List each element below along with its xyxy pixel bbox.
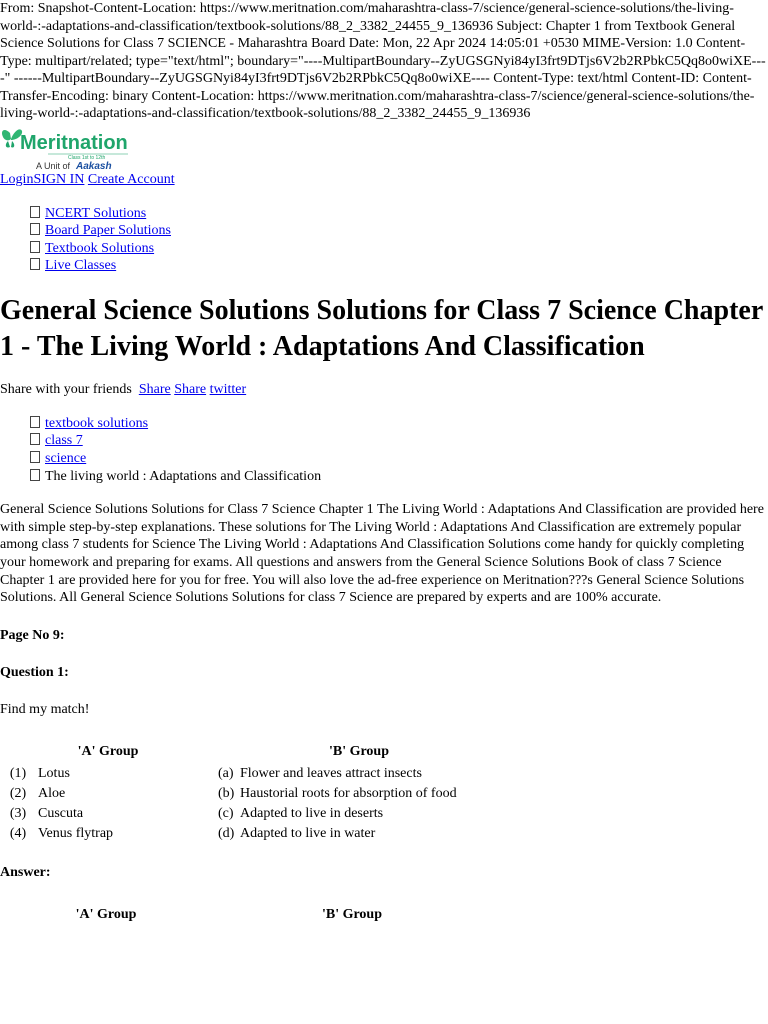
menu-bullet-icon — [30, 258, 40, 270]
menu-link[interactable]: NCERT Solutions — [45, 205, 147, 221]
breadcrumb-bullet-icon — [30, 433, 40, 445]
page-number: Page No 9: — [0, 627, 65, 643]
a-group-cell: Venus flytrap — [38, 825, 114, 841]
row-number: (2) — [9, 785, 27, 801]
row-number: (3) — [9, 805, 27, 821]
breadcrumb-link-class-7[interactable]: class 7 — [45, 433, 83, 449]
twitter-link[interactable]: twitter — [209, 381, 247, 397]
menu-bullet-icon — [30, 241, 40, 253]
b-group-cell: Adapted to live in deserts — [240, 805, 384, 821]
a-group-cell: Aloe — [38, 785, 66, 801]
table-row — [0, 764, 502, 784]
menu-item-board-paper — [30, 222, 768, 240]
menu-item-textbook — [30, 240, 768, 258]
share-label: Share with your friends — [0, 381, 132, 397]
menu-item-ncert — [30, 205, 768, 223]
answer-header-b-group: 'B' Group — [321, 906, 383, 922]
answer-table — [0, 907, 492, 927]
auth-links — [0, 171, 768, 189]
share-button-2[interactable]: Share — [174, 381, 207, 397]
breadcrumb-item — [30, 432, 768, 450]
page-title: General Science Solutions Solutions for Class 7 Science Chapter 1 - The Living World : Adaptations And Classification — [0, 294, 763, 362]
breadcrumb-link-science[interactable]: science — [45, 451, 87, 467]
logo-graphic — [0, 125, 140, 171]
create-account-link[interactable]: Create Account — [87, 171, 175, 187]
table-row — [0, 824, 502, 844]
b-group-cell: Adapted to live in water — [240, 825, 376, 841]
breadcrumb-item — [30, 415, 768, 433]
header-b-group: 'B' Group — [328, 743, 390, 759]
logo-unit-brand: Aakash — [76, 160, 112, 171]
row-letter: (d) — [218, 825, 235, 841]
answer-table-header — [0, 907, 492, 927]
breadcrumb-item — [30, 450, 768, 468]
breadcrumb — [0, 415, 768, 485]
table-row — [0, 784, 502, 804]
share-button-1[interactable]: Share — [138, 381, 171, 397]
share-row — [0, 381, 768, 399]
breadcrumb-link-textbook-solutions[interactable]: textbook solutions — [45, 415, 149, 431]
b-group-cell: Flower and leaves attract insects — [240, 765, 422, 781]
breadcrumb-item — [30, 468, 768, 486]
breadcrumb-current: The living world : Adaptations and Classification — [45, 468, 322, 484]
logo-tagline: Class 1st to 12th — [68, 154, 106, 161]
login-link[interactable]: Login — [0, 171, 34, 187]
header-a-group: 'A' Group — [77, 743, 139, 759]
menu-item-live-classes — [30, 257, 768, 275]
main-menu — [0, 205, 768, 275]
a-group-cell: Lotus — [38, 765, 70, 781]
menu-bullet-icon — [30, 206, 40, 218]
breadcrumb-bullet-icon — [30, 416, 40, 428]
answer-header-a-group: 'A' Group — [75, 906, 137, 922]
logo-unit-prefix: A Unit of — [36, 160, 71, 171]
breadcrumb-bullet-icon — [30, 469, 40, 481]
question-text: Find my match! — [0, 701, 90, 717]
row-letter: (b) — [218, 785, 235, 801]
signin-link[interactable]: SIGN IN — [33, 171, 85, 187]
breadcrumb-bullet-icon — [30, 451, 40, 463]
b-group-cell: Haustorial roots for absorption of food — [240, 785, 457, 801]
logo-wordmark: Meritnation — [20, 131, 128, 154]
table-row — [0, 804, 502, 824]
menu-link[interactable]: Textbook Solutions — [45, 240, 155, 256]
question-number: Question 1: — [0, 664, 69, 680]
meritnation-logo[interactable] — [0, 125, 768, 171]
menu-link[interactable]: Live Classes — [45, 258, 117, 274]
menu-bullet-icon — [30, 223, 40, 235]
menu-link[interactable]: Board Paper Solutions — [45, 223, 171, 239]
answer-label: Answer: — [0, 864, 51, 880]
mime-header-text: From: Snapshot-Content-Location: https://www.meritnation.com/maharashtra-class-7/science/general-science-solutions/the-living-world-:-adaptations-and-classification/textbook-solutions/88_2_3382_24455_9_136936 Subject: Chapter 1 from Textbook General Science Solutions for Class 7 SCIENCE - Maharashtra Board Date: Mon, 22 Apr 2024 14:05:01 +0530 MIME-Version: 1.0 Content-Type: multipart/related; type="text/html"; boundary="----MultipartBoundary--ZyUGSGNyi84yI3frt9DTjs6V2b2RPbkC5Qq8o0wiXE----" ------MultipartBoundary--ZyUGSGNyi84yI3frt9DTjs6V2b2RPbkC5Qq8o0wiXE---- Content-Type: text/html Content-ID: Content-Transfer-Encoding: binary Content-Location: https://www.meritnation.com/maharashtra-class-7/science/general-science-solutions/the-living-world-:-adaptations-and-classification/textbook-solutions/88_2_3382_24455_9_136936 — [0, 1, 766, 121]
row-number: (4) — [9, 825, 27, 841]
intro-paragraph: General Science Solutions Solutions for Class 7 Science Chapter 1 The Living World : Adaptations And Classification are provided here with simple step-by-step explanations. These solutions for The Living World : Adaptations And Classification are extremely popular among class 7 students for Science The Living World : Adaptations And Classification Solutions come handy for quickly completing your homework and preparing for exams. All questions and answers from the General Science Solutions Book of class 7 Science Chapter 1 are provided here for you for free. You will also love the ad-free experience on Meritnation???s General Science Solutions Solutions. All General Science Solutions Solutions for class 7 Science are prepared by experts and are 100% accurate. — [0, 502, 764, 606]
row-letter: (c) — [218, 805, 234, 821]
a-group-cell: Cuscuta — [38, 805, 84, 821]
row-letter: (a) — [218, 765, 234, 781]
row-number: (1) — [9, 765, 27, 781]
match-table — [0, 744, 502, 844]
match-table-header — [0, 744, 502, 764]
